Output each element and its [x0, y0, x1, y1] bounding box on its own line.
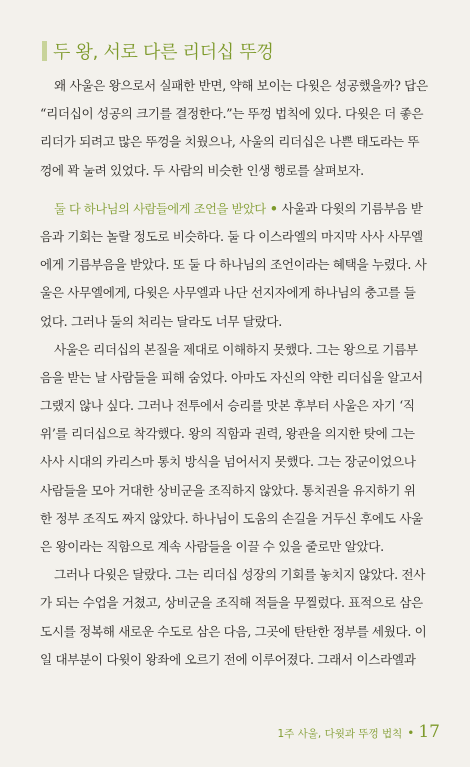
- section-title-text: 두 왕, 서로 다른 리더십 뚜껑: [53, 42, 274, 63]
- text-line: “리더십이 성공의 크기를 결정한다.”는 뚜껑 법칙에 있다. 다윗은 더 좋은: [40, 106, 424, 122]
- text-line: 껑에 꽉 눌려 있었다. 두 사람의 비슷한 인생 행로를 살펴보자.: [40, 162, 364, 178]
- text-line: [40, 195, 428, 223]
- subheading-highlight: 둘 다 하나님의 사람들에게 조언을 받았다: [54, 201, 266, 216]
- footer-dot-icon: •: [407, 726, 415, 740]
- section-title: [42, 38, 274, 64]
- text-line: 그랬지 않나 싶다. 그러나 전투에서 승리를 맛본 후부터 사울은 자기 ‘직: [40, 398, 415, 414]
- text-line: 울은 사무엘에게, 다윗은 사무엘과 나단 선지자에게 하나님의 충고를 들: [40, 285, 416, 301]
- bullet-dot-icon: •: [265, 200, 282, 216]
- paragraph-2: [40, 195, 428, 336]
- text-line: 은 왕이라는 직함으로 계속 사람들을 이끌 수 있을 줄로만 알았다.: [40, 539, 384, 554]
- text-line: 에게 기름부음을 받았다. 또 둘 다 하나님의 조언이라는 혜택을 누렸다. 사: [40, 257, 427, 273]
- text-line: 도시를 정복해 새로운 수도로 삼은 다음, 그곳에 탄탄한 정부를 세웠다. 이: [40, 623, 427, 639]
- text-line: 한 정부 조직도 짜지 않았다. 하나님이 도움의 손길을 거두신 후에도 사울: [40, 510, 423, 526]
- paragraph-gap: [40, 185, 428, 195]
- page-number: 17: [418, 722, 440, 742]
- text-line: 사람들을 모아 거대한 상비군을 조직하지 않았다. 통치권을 유지하기 위: [40, 482, 416, 498]
- text-line: 리더가 되려고 많은 뚜껑을 치웠으나, 사울의 리더십은 나쁜 태도라는 뚜: [40, 134, 420, 150]
- running-head: 1주 사울, 다윗과 뚜껑 법칙: [277, 728, 403, 740]
- text-line-continuation: 사울과 다윗의 기름부음 받: [281, 200, 423, 216]
- text-line: 음을 받는 날 사람들을 피해 숨었다. 아마도 자신의 약한 리더십을 알고서: [40, 369, 423, 385]
- page-footer: [277, 722, 440, 742]
- title-accent-bar: [42, 41, 47, 61]
- paragraph-4: [40, 561, 428, 674]
- text-line: 그러나 다윗은 달랐다. 그는 리더십 성장의 기회를 놓치지 않았다. 전사: [54, 567, 426, 583]
- text-line: 음과 기회는 놀랄 정도로 비슷하다. 둘 다 이스라엘의 마지막 사사 사무엘: [40, 228, 423, 244]
- paragraph-1: [40, 72, 428, 185]
- body-text: [40, 72, 428, 674]
- text-line: 일 대부분이 다윗이 왕좌에 오르기 전에 이루어졌다. 그래서 이스라엘과: [40, 651, 416, 667]
- text-line: 가 되는 수업을 거쳤고, 상비군을 조직해 적들을 무찔렀다. 표적으로 삼은: [40, 595, 423, 611]
- text-line: 사울은 리더십의 본질을 제대로 이해하지 못했다. 그는 왕으로 기름부: [54, 341, 418, 357]
- text-line: 위’를 리더십으로 착각했다. 왕의 직함과 권력, 왕관을 의지한 탓에 그는: [40, 426, 415, 442]
- text-line: 사사 시대의 카리스마 통치 방식을 넘어서지 못했다. 그는 장군이었으나: [40, 454, 416, 470]
- paragraph-3: [40, 336, 428, 562]
- text-line: 왜 사울은 왕으로서 실패한 반면, 약해 보이는 다윗은 성공했을까? 답은: [54, 78, 428, 93]
- text-line: 었다. 그러나 둘의 처리는 달라도 너무 달랐다.: [40, 313, 282, 329]
